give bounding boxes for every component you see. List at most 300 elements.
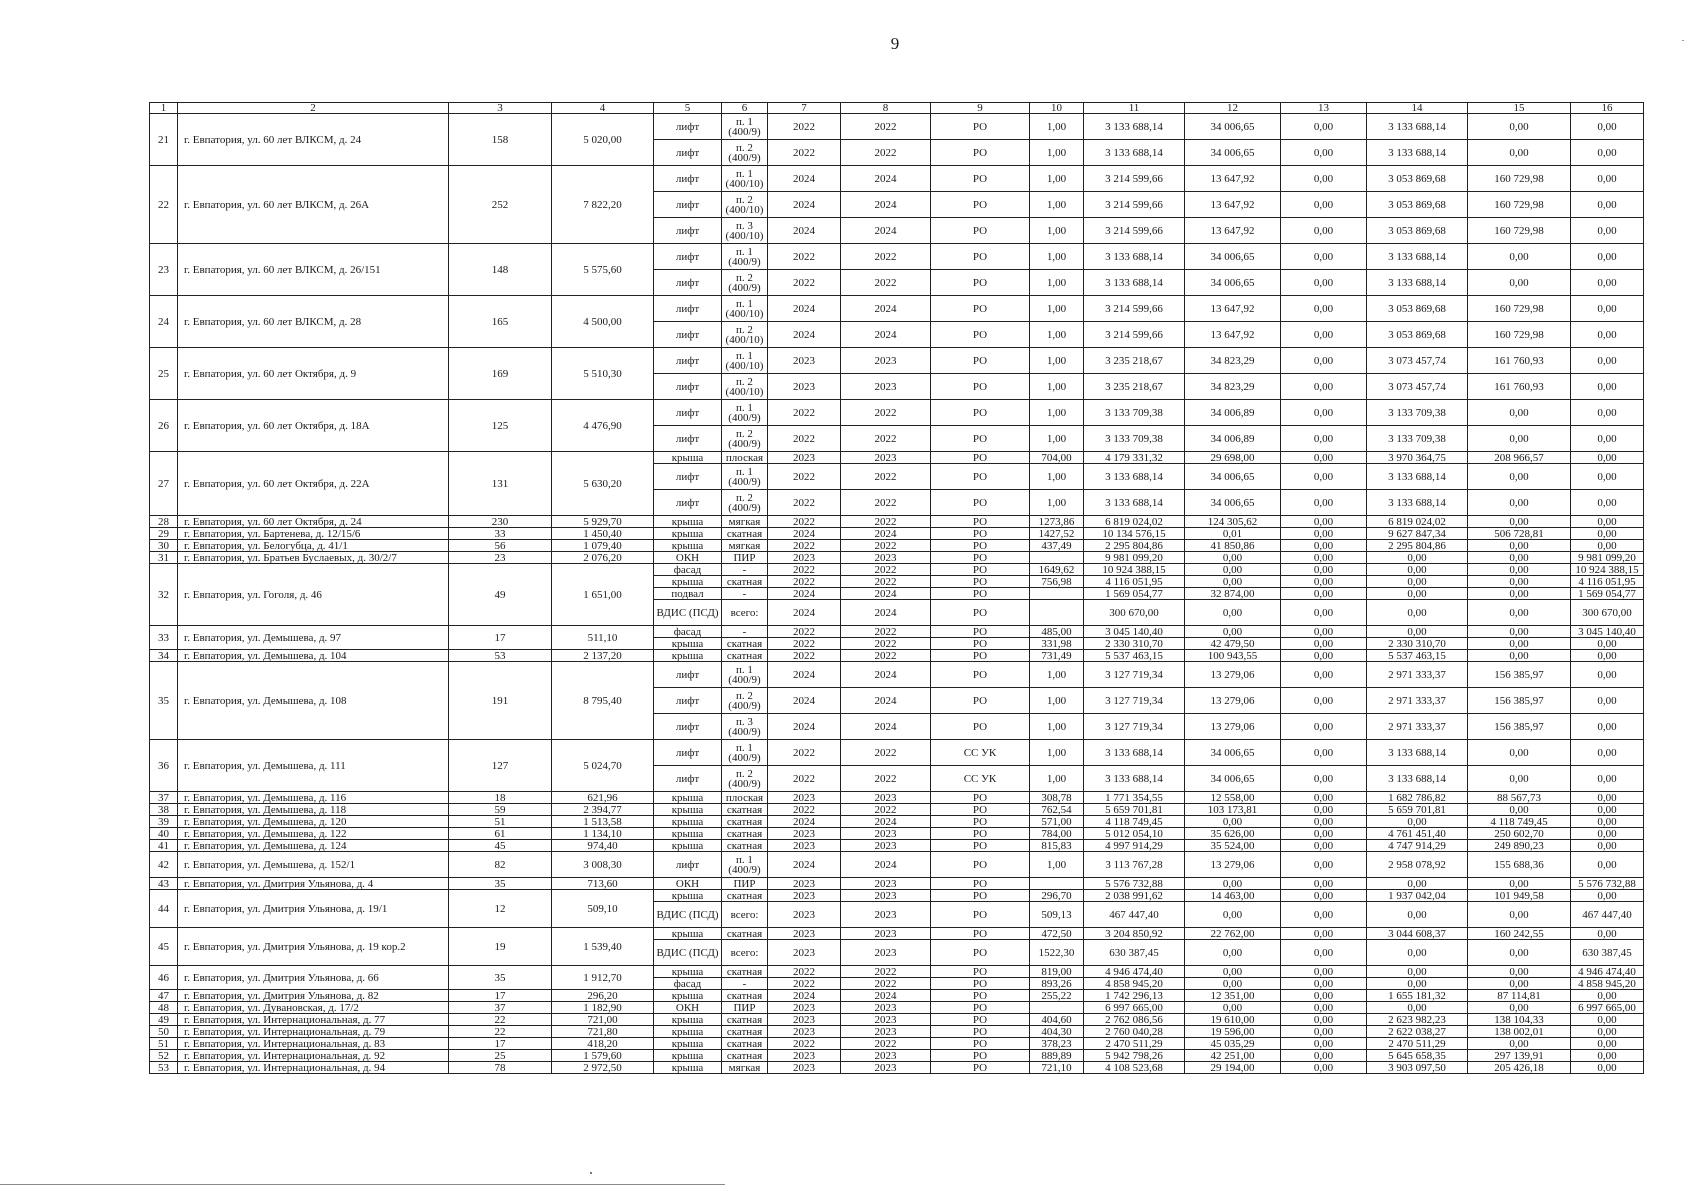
header-cell: 2 (178, 103, 449, 114)
owner-cell: РО (931, 528, 1030, 540)
element-type-cell: лифт (654, 114, 722, 140)
col-15-cell: 156 385,97 (1468, 662, 1571, 688)
col-16-cell: 0,00 (1571, 928, 1644, 940)
col-14-cell: 1 655 181,32 (1367, 990, 1468, 1002)
col-12-cell: 34 006,65 (1185, 740, 1281, 766)
col-15-cell: 0,00 (1468, 1002, 1571, 1014)
col-15-cell: 156 385,97 (1468, 688, 1571, 714)
year-start-cell: 2024 (768, 218, 841, 244)
owner-cell: РО (931, 588, 1030, 600)
table-row (150, 890, 1644, 902)
element-detail-cell: ПИР (722, 552, 768, 564)
col-12-cell: 42 479,50 (1185, 638, 1281, 650)
col-12-cell: 34 006,65 (1185, 114, 1281, 140)
total-cost-cell: 3 235 218,67 (1084, 348, 1185, 374)
col-12-cell: 34 006,89 (1185, 400, 1281, 426)
address-cell: г. Евпатория, ул. 60 лет ВЛКСМ, д. 24 (178, 114, 449, 166)
col-12-cell: 0,00 (1185, 902, 1281, 928)
element-detail-cell: - (722, 564, 768, 576)
header-cell: 10 (1030, 103, 1084, 114)
owner-cell: РО (931, 840, 1030, 852)
col-4-cell: 1 079,40 (552, 540, 654, 552)
row-number-cell: 28 (150, 516, 178, 528)
col-13-cell: 0,00 (1281, 966, 1367, 978)
header-cell: 3 (449, 103, 552, 114)
quantity-cell: 1,00 (1030, 740, 1084, 766)
col-3-cell: 191 (449, 662, 552, 740)
col-12-cell: 0,00 (1185, 878, 1281, 890)
col-15-cell: 0,00 (1468, 878, 1571, 890)
total-cost-cell: 467 447,40 (1084, 902, 1185, 928)
element-detail-cell: скатная (722, 528, 768, 540)
year-end-cell: 2022 (841, 766, 931, 792)
col-4-cell: 2 076,20 (552, 552, 654, 564)
total-cost-cell: 4 118 749,45 (1084, 816, 1185, 828)
year-start-cell: 2024 (768, 688, 841, 714)
year-end-cell: 2023 (841, 878, 931, 890)
year-start-cell: 2022 (768, 966, 841, 978)
total-cost-cell: 3 133 688,14 (1084, 244, 1185, 270)
address-cell: г. Евпатория, ул. Демышева, д. 122 (178, 828, 449, 840)
element-type-cell: крыша (654, 452, 722, 464)
year-end-cell: 2022 (841, 626, 931, 638)
element-detail-cell: скатная (722, 650, 768, 662)
quantity-cell: 255,22 (1030, 990, 1084, 1002)
year-end-cell: 2022 (841, 516, 931, 528)
address-cell: г. Евпатория, ул. Интернациональная, д. 83 (178, 1038, 449, 1050)
col-14-cell: 5 537 463,15 (1367, 650, 1468, 662)
col-3-cell: 82 (449, 852, 552, 878)
total-cost-cell: 3 133 688,14 (1084, 490, 1185, 516)
element-type-cell: лифт (654, 218, 722, 244)
total-cost-cell: 3 214 599,66 (1084, 218, 1185, 244)
col-13-cell: 0,00 (1281, 528, 1367, 540)
col-16-cell: 0,00 (1571, 840, 1644, 852)
row-number-cell: 22 (150, 166, 178, 244)
col-12-cell: 0,00 (1185, 816, 1281, 828)
year-end-cell: 2023 (841, 1002, 931, 1014)
table-row (150, 928, 1644, 940)
col-14-cell: 3 133 688,14 (1367, 244, 1468, 270)
year-start-cell: 2022 (768, 490, 841, 516)
quantity-cell: 762,54 (1030, 804, 1084, 816)
header-cell: 12 (1185, 103, 1281, 114)
quantity-cell: 1,00 (1030, 114, 1084, 140)
total-cost-cell: 1 742 296,13 (1084, 990, 1185, 1002)
col-13-cell: 0,00 (1281, 1002, 1367, 1014)
total-cost-cell: 3 127 719,34 (1084, 714, 1185, 740)
total-cost-cell: 3 045 140,40 (1084, 626, 1185, 638)
col-3-cell: 61 (449, 828, 552, 840)
header-cell: 6 (722, 103, 768, 114)
year-end-cell: 2024 (841, 588, 931, 600)
owner-cell: РО (931, 816, 1030, 828)
quantity-cell: 731,49 (1030, 650, 1084, 662)
year-start-cell: 2022 (768, 626, 841, 638)
element-detail-cell: п. 2 (400/10) (722, 322, 768, 348)
owner-cell: РО (931, 626, 1030, 638)
col-4-cell: 511,10 (552, 626, 654, 650)
year-end-cell: 2022 (841, 540, 931, 552)
col-14-cell: 5 659 701,81 (1367, 804, 1468, 816)
quantity-cell: 1427,52 (1030, 528, 1084, 540)
col-3-cell: 127 (449, 740, 552, 792)
year-end-cell: 2022 (841, 1038, 931, 1050)
quantity-cell: 1,00 (1030, 192, 1084, 218)
row-number-cell: 35 (150, 662, 178, 740)
col-12-cell: 0,00 (1185, 600, 1281, 626)
quantity-cell: 1,00 (1030, 400, 1084, 426)
col-15-cell: 0,00 (1468, 426, 1571, 452)
table-row (150, 804, 1644, 816)
owner-cell: РО (931, 852, 1030, 878)
quantity-cell: 1,00 (1030, 218, 1084, 244)
col-13-cell: 0,00 (1281, 600, 1367, 626)
total-cost-cell: 2 295 804,86 (1084, 540, 1185, 552)
col-14-cell: 1 682 786,82 (1367, 792, 1468, 804)
col-14-cell: 0,00 (1367, 588, 1468, 600)
year-start-cell: 2022 (768, 978, 841, 990)
table-row (150, 740, 1644, 766)
col-12-cell: 13 647,92 (1185, 166, 1281, 192)
col-16-cell: 0,00 (1571, 400, 1644, 426)
element-detail-cell: п. 1 (400/9) (722, 244, 768, 270)
total-cost-cell: 3 133 709,38 (1084, 426, 1185, 452)
year-start-cell: 2023 (768, 840, 841, 852)
col-4-cell: 1 651,00 (552, 564, 654, 626)
col-14-cell: 3 133 688,14 (1367, 740, 1468, 766)
total-cost-cell: 3 133 688,14 (1084, 114, 1185, 140)
total-cost-cell: 5 942 798,26 (1084, 1050, 1185, 1062)
owner-cell: РО (931, 792, 1030, 804)
header-cell: 8 (841, 103, 931, 114)
address-cell: г. Евпатория, ул. Демышева, д. 124 (178, 840, 449, 852)
col-15-cell: 0,00 (1468, 400, 1571, 426)
col-16-cell: 0,00 (1571, 322, 1644, 348)
year-start-cell: 2024 (768, 714, 841, 740)
col-13-cell: 0,00 (1281, 516, 1367, 528)
owner-cell: СС УК (931, 740, 1030, 766)
address-cell: г. Евпатория, ул. Демышева, д. 116 (178, 792, 449, 804)
col-12-cell: 124 305,62 (1185, 516, 1281, 528)
col-14-cell: 4 747 914,29 (1367, 840, 1468, 852)
element-detail-cell: скатная (722, 1050, 768, 1062)
total-cost-cell: 6 997 665,00 (1084, 1002, 1185, 1014)
col-4-cell: 5 024,70 (552, 740, 654, 792)
col-14-cell: 2 971 333,37 (1367, 714, 1468, 740)
col-14-cell: 4 761 451,40 (1367, 828, 1468, 840)
year-start-cell: 2024 (768, 990, 841, 1002)
table-row (150, 878, 1644, 890)
year-start-cell: 2024 (768, 588, 841, 600)
owner-cell: РО (931, 400, 1030, 426)
element-detail-cell: ПИР (722, 1002, 768, 1014)
col-16-cell: 0,00 (1571, 244, 1644, 270)
quantity-cell: 704,00 (1030, 452, 1084, 464)
col-15-cell: 0,00 (1468, 650, 1571, 662)
year-end-cell: 2023 (841, 902, 931, 928)
col-16-cell: 0,00 (1571, 688, 1644, 714)
element-type-cell: подвал (654, 588, 722, 600)
address-cell: г. Евпатория, ул. 60 лет Октября, д. 18А (178, 400, 449, 452)
col-16-cell: 0,00 (1571, 638, 1644, 650)
col-13-cell: 0,00 (1281, 564, 1367, 576)
col-16-cell: 9 981 099,20 (1571, 552, 1644, 564)
address-cell: г. Евпатория, ул. Гоголя, д. 46 (178, 564, 449, 626)
year-end-cell: 2023 (841, 890, 931, 902)
element-detail-cell: п. 1 (400/9) (722, 400, 768, 426)
row-number-cell: 48 (150, 1002, 178, 1014)
owner-cell: РО (931, 490, 1030, 516)
col-13-cell: 0,00 (1281, 828, 1367, 840)
year-start-cell: 2022 (768, 638, 841, 650)
col-3-cell: 56 (449, 540, 552, 552)
quantity-cell: 1,00 (1030, 426, 1084, 452)
quantity-cell: 1,00 (1030, 688, 1084, 714)
year-end-cell: 2022 (841, 966, 931, 978)
col-12-cell: 34 006,65 (1185, 270, 1281, 296)
total-cost-cell: 1 771 354,55 (1084, 792, 1185, 804)
col-3-cell: 131 (449, 452, 552, 516)
row-number-cell: 24 (150, 296, 178, 348)
col-14-cell: 3 133 709,38 (1367, 426, 1468, 452)
element-type-cell: крыша (654, 840, 722, 852)
quantity-cell: 1,00 (1030, 662, 1084, 688)
year-start-cell: 2022 (768, 400, 841, 426)
year-start-cell: 2023 (768, 792, 841, 804)
col-12-cell: 0,01 (1185, 528, 1281, 540)
element-detail-cell: п. 3 (400/10) (722, 218, 768, 244)
col-12-cell: 35 626,00 (1185, 828, 1281, 840)
col-16-cell: 0,00 (1571, 852, 1644, 878)
col-4-cell: 5 510,30 (552, 348, 654, 400)
col-12-cell: 29 698,00 (1185, 452, 1281, 464)
year-end-cell: 2024 (841, 528, 931, 540)
element-detail-cell: п. 2 (400/10) (722, 374, 768, 400)
col-16-cell: 0,00 (1571, 662, 1644, 688)
quantity-cell: 437,49 (1030, 540, 1084, 552)
col-12-cell: 29 194,00 (1185, 1062, 1281, 1074)
col-15-cell: 205 426,18 (1468, 1062, 1571, 1074)
quantity-cell: 1,00 (1030, 464, 1084, 490)
col-4-cell: 418,20 (552, 1038, 654, 1050)
year-end-cell: 2022 (841, 804, 931, 816)
year-end-cell: 2024 (841, 990, 931, 1002)
quantity-cell: 1,00 (1030, 296, 1084, 322)
col-3-cell: 148 (449, 244, 552, 296)
col-12-cell: 45 035,29 (1185, 1038, 1281, 1050)
quantity-cell: 571,00 (1030, 816, 1084, 828)
col-13-cell: 0,00 (1281, 626, 1367, 638)
col-12-cell: 34 823,29 (1185, 348, 1281, 374)
col-12-cell: 14 463,00 (1185, 890, 1281, 902)
table-row (150, 1038, 1644, 1050)
address-cell: г. Евпатория, ул. 60 лет Октября, д. 9 (178, 348, 449, 400)
col-16-cell: 0,00 (1571, 1050, 1644, 1062)
owner-cell: РО (931, 564, 1030, 576)
total-cost-cell: 3 214 599,66 (1084, 296, 1185, 322)
quantity-cell: 1,00 (1030, 852, 1084, 878)
element-detail-cell: скатная (722, 816, 768, 828)
total-cost-cell: 3 133 688,14 (1084, 740, 1185, 766)
col-14-cell: 2 971 333,37 (1367, 662, 1468, 688)
col-4-cell: 721,00 (552, 1014, 654, 1026)
quantity-cell: 1,00 (1030, 374, 1084, 400)
header-cell: 7 (768, 103, 841, 114)
col-14-cell: 3 044 608,37 (1367, 928, 1468, 940)
col-15-cell: 0,00 (1468, 978, 1571, 990)
col-16-cell: 0,00 (1571, 1026, 1644, 1038)
header-cell: 13 (1281, 103, 1367, 114)
col-15-cell: 0,00 (1468, 244, 1571, 270)
scan-dot (1682, 40, 1684, 41)
element-detail-cell: п. 1 (400/10) (722, 296, 768, 322)
element-type-cell: крыша (654, 1062, 722, 1074)
col-15-cell: 0,00 (1468, 740, 1571, 766)
col-14-cell: 3 053 869,68 (1367, 296, 1468, 322)
col-14-cell: 3 133 688,14 (1367, 490, 1468, 516)
year-start-cell: 2022 (768, 740, 841, 766)
element-detail-cell: плоская (722, 792, 768, 804)
col-13-cell: 0,00 (1281, 140, 1367, 166)
table-body (150, 103, 1644, 1074)
col-3-cell: 35 (449, 878, 552, 890)
col-13-cell: 0,00 (1281, 296, 1367, 322)
col-16-cell: 0,00 (1571, 218, 1644, 244)
col-16-cell: 0,00 (1571, 114, 1644, 140)
total-cost-cell: 5 537 463,15 (1084, 650, 1185, 662)
col-13-cell: 0,00 (1281, 192, 1367, 218)
col-15-cell: 0,00 (1468, 490, 1571, 516)
total-cost-cell: 3 235 218,67 (1084, 374, 1185, 400)
year-end-cell: 2024 (841, 852, 931, 878)
col-12-cell: 13 647,92 (1185, 218, 1281, 244)
element-detail-cell: плоская (722, 452, 768, 464)
year-end-cell: 2023 (841, 552, 931, 564)
address-cell: г. Евпатория, ул. Демышева, д. 152/1 (178, 852, 449, 878)
year-start-cell: 2023 (768, 1014, 841, 1026)
col-12-cell: 12 351,00 (1185, 990, 1281, 1002)
table-row (150, 1002, 1644, 1014)
address-cell: г. Евпатория, ул. 60 лет ВЛКСМ, д. 26/151 (178, 244, 449, 296)
col-12-cell: 0,00 (1185, 978, 1281, 990)
col-12-cell: 34 006,65 (1185, 140, 1281, 166)
year-start-cell: 2024 (768, 852, 841, 878)
address-cell: г. Евпатория, ул. Демышева, д. 111 (178, 740, 449, 792)
col-16-cell: 0,00 (1571, 828, 1644, 840)
col-15-cell: 0,00 (1468, 600, 1571, 626)
element-type-cell: ОКН (654, 552, 722, 564)
element-type-cell: крыша (654, 528, 722, 540)
year-end-cell: 2023 (841, 828, 931, 840)
col-14-cell: 3 073 457,74 (1367, 374, 1468, 400)
col-12-cell: 13 279,06 (1185, 852, 1281, 878)
element-type-cell: лифт (654, 766, 722, 792)
col-3-cell: 17 (449, 990, 552, 1002)
col-14-cell: 0,00 (1367, 576, 1468, 588)
col-3-cell: 59 (449, 804, 552, 816)
col-13-cell: 0,00 (1281, 990, 1367, 1002)
total-cost-cell: 3 133 688,14 (1084, 270, 1185, 296)
quantity-cell (1030, 1002, 1084, 1014)
page-number: 9 (890, 34, 900, 53)
total-cost-cell: 4 116 051,95 (1084, 576, 1185, 588)
col-14-cell: 3 053 869,68 (1367, 192, 1468, 218)
element-type-cell: лифт (654, 740, 722, 766)
element-type-cell: крыша (654, 792, 722, 804)
address-cell: г. Евпатория, ул. Демышева, д. 97 (178, 626, 449, 650)
row-number-cell: 29 (150, 528, 178, 540)
col-16-cell: 10 924 388,15 (1571, 564, 1644, 576)
year-start-cell: 2024 (768, 662, 841, 688)
col-16-cell: 0,00 (1571, 490, 1644, 516)
total-cost-cell: 4 179 331,32 (1084, 452, 1185, 464)
col-16-cell: 0,00 (1571, 540, 1644, 552)
col-13-cell: 0,00 (1281, 426, 1367, 452)
element-detail-cell: мягкая (722, 540, 768, 552)
col-15-cell: 0,00 (1468, 940, 1571, 966)
element-type-cell: лифт (654, 296, 722, 322)
col-3-cell: 23 (449, 552, 552, 564)
element-type-cell: лифт (654, 244, 722, 270)
year-end-cell: 2022 (841, 464, 931, 490)
col-16-cell: 0,00 (1571, 1038, 1644, 1050)
col-14-cell: 2 958 078,92 (1367, 852, 1468, 878)
total-cost-cell: 2 760 040,28 (1084, 1026, 1185, 1038)
col-15-cell: 160 729,98 (1468, 296, 1571, 322)
col-13-cell: 0,00 (1281, 322, 1367, 348)
col-3-cell: 78 (449, 1062, 552, 1074)
col-12-cell: 0,00 (1185, 966, 1281, 978)
col-13-cell: 0,00 (1281, 840, 1367, 852)
col-14-cell: 3 970 364,75 (1367, 452, 1468, 464)
total-cost-cell: 300 670,00 (1084, 600, 1185, 626)
table-row (150, 528, 1644, 540)
owner-cell: РО (931, 348, 1030, 374)
col-14-cell: 3 053 869,68 (1367, 322, 1468, 348)
year-end-cell: 2024 (841, 714, 931, 740)
row-number-cell: 36 (150, 740, 178, 792)
owner-cell: РО (931, 1002, 1030, 1014)
element-detail-cell: скатная (722, 890, 768, 902)
quantity-cell: 721,10 (1030, 1062, 1084, 1074)
element-detail-cell: п. 1 (400/9) (722, 662, 768, 688)
table-row (150, 840, 1644, 852)
col-14-cell: 2 623 982,23 (1367, 1014, 1468, 1026)
row-number-cell: 44 (150, 890, 178, 928)
owner-cell: РО (931, 1038, 1030, 1050)
quantity-cell: 509,13 (1030, 902, 1084, 928)
col-15-cell: 0,00 (1468, 270, 1571, 296)
col-13-cell: 0,00 (1281, 878, 1367, 890)
year-end-cell: 2022 (841, 978, 931, 990)
row-number-cell: 43 (150, 878, 178, 890)
col-4-cell: 8 795,40 (552, 662, 654, 740)
quantity-cell: 331,98 (1030, 638, 1084, 650)
element-detail-cell: - (722, 588, 768, 600)
header-row (150, 103, 1644, 114)
col-13-cell: 0,00 (1281, 490, 1367, 516)
col-16-cell: 0,00 (1571, 270, 1644, 296)
owner-cell: РО (931, 990, 1030, 1002)
quantity-cell: 1,00 (1030, 140, 1084, 166)
col-3-cell: 252 (449, 166, 552, 244)
row-number-cell: 39 (150, 816, 178, 828)
quantity-cell: 889,89 (1030, 1050, 1084, 1062)
element-type-cell: лифт (654, 490, 722, 516)
owner-cell: СС УК (931, 766, 1030, 792)
col-15-cell: 0,00 (1468, 576, 1571, 588)
